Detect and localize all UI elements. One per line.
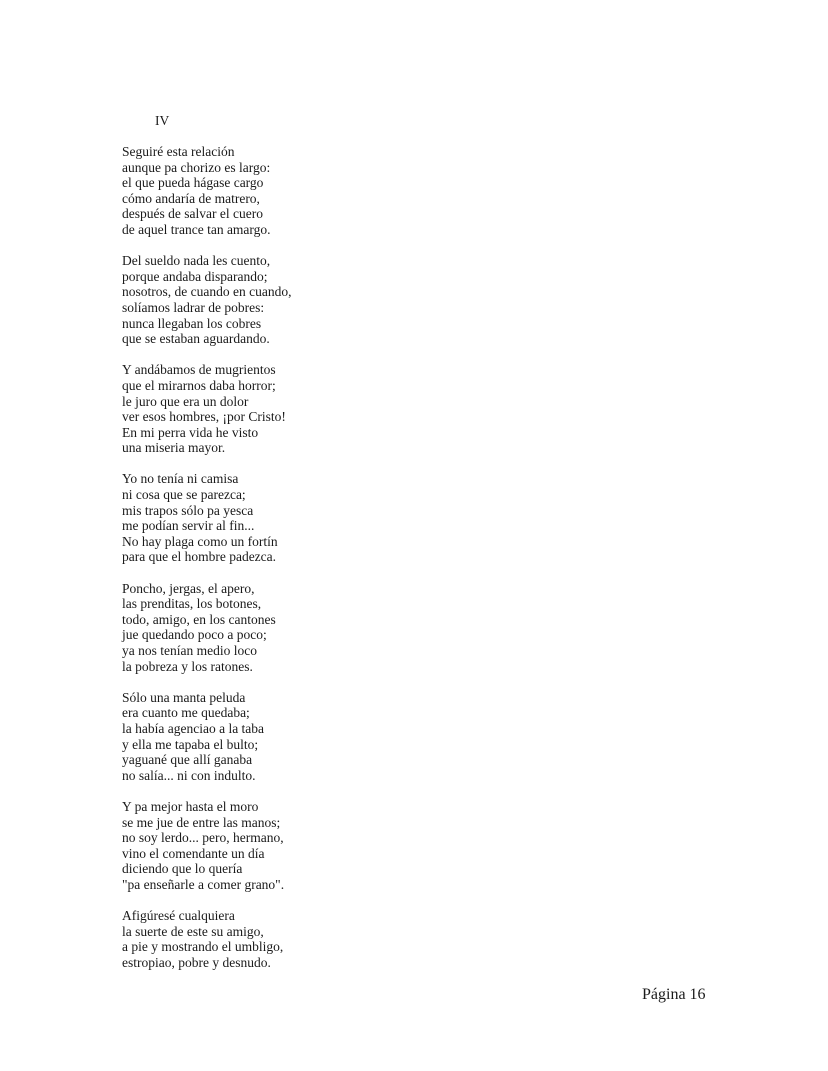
verse-line: las prenditas, los botones, — [122, 596, 262, 612]
verse-line: después de salvar el cuero — [122, 206, 263, 222]
verse-line: ya nos tenían medio loco — [122, 643, 257, 658]
verse-line: se me jue de entre las manos; — [122, 814, 281, 830]
verse-line: yaguané que allí ganaba — [122, 752, 253, 768]
verse-line: a pie y mostrando el umbligo, — [122, 939, 284, 955]
verse-line: En mi perra vida he visto — [122, 424, 259, 440]
stanza — [122, 581, 291, 675]
stanza — [122, 908, 291, 970]
verse-line: la pobreza y los ratones. — [122, 658, 253, 674]
verse-line: No hay plaga como un fortín — [122, 533, 278, 549]
verse-line: "pa enseñarle a comer grano". — [122, 876, 285, 892]
verse-line: nunca llegaban los cobres — [122, 315, 262, 331]
verse-line: una miseria mayor. — [122, 440, 226, 456]
verse-line: jue quedando poco a poco; — [122, 627, 267, 643]
verse-line: Afigúresé cualquiera — [122, 908, 235, 924]
page-number: Página 16 — [642, 986, 706, 1003]
verse-line: la suerte de este su amigo, — [122, 923, 264, 939]
stanza — [122, 799, 291, 893]
verse-line: ver esos hombres, ¡por Cristo! — [122, 409, 286, 425]
verse-line: me podían servir al fin... — [122, 518, 255, 534]
stanza — [122, 690, 291, 784]
stanza — [122, 144, 291, 238]
verse-line: cómo andaría de matrero, — [122, 190, 260, 206]
verse-line: diciendo que lo quería — [122, 861, 243, 877]
verse-line: porque andaba disparando; — [122, 268, 268, 284]
verse-line: ni cosa que se parezca; — [122, 487, 246, 503]
verse-line: que se estaban aguardando. — [122, 331, 270, 347]
verse-line: y ella me tapaba el bulto; — [122, 736, 259, 752]
verse-line: vino el comendante un día — [122, 845, 265, 861]
verse-line: no soy lerdo... pero, hermano, — [122, 830, 284, 846]
stanza — [122, 362, 291, 456]
stanza — [122, 471, 291, 565]
verse-line: para que el hombre padezca. — [122, 549, 277, 565]
verse-line: mis trapos sólo pa yesca — [122, 502, 254, 518]
verse-line: Y andábamos de mugrientos — [122, 362, 276, 378]
verse-line: que el mirarnos daba horror; — [122, 377, 276, 393]
verse-line: solíamos ladrar de pobres: — [122, 299, 265, 315]
verse-line: Sólo una manta peluda — [122, 689, 246, 705]
verse-line: Yo no tenía ni camisa — [122, 471, 239, 487]
verse-line: Del sueldo nada les cuento, — [122, 253, 271, 269]
verse-line: Y pa mejor hasta el moro — [122, 798, 259, 814]
verse-line: aunque pa chorizo es largo: — [122, 159, 271, 175]
verse-line: le juro que era un dolor — [122, 393, 249, 409]
section-heading: IV — [155, 113, 170, 128]
stanza — [122, 253, 291, 347]
verse-line: el que pueda hágase cargo — [122, 175, 264, 191]
verse-line: de aquel trance tan amargo. — [122, 221, 271, 237]
poem-body — [122, 144, 291, 986]
verse-line: Poncho, jergas, el apero, — [122, 580, 255, 596]
verse-line: estropiao, pobre y desnudo. — [122, 954, 271, 970]
verse-line: todo, amigo, en los cantones — [122, 611, 276, 627]
verse-line: la había agenciao a la taba — [122, 720, 265, 736]
verse-line: era cuanto me quedaba; — [122, 705, 250, 721]
verse-line: no salía... ni con indulto. — [122, 767, 256, 783]
verse-line: nosotros, de cuando en cuando, — [122, 284, 292, 300]
verse-line: Seguiré esta relación — [122, 144, 235, 159]
